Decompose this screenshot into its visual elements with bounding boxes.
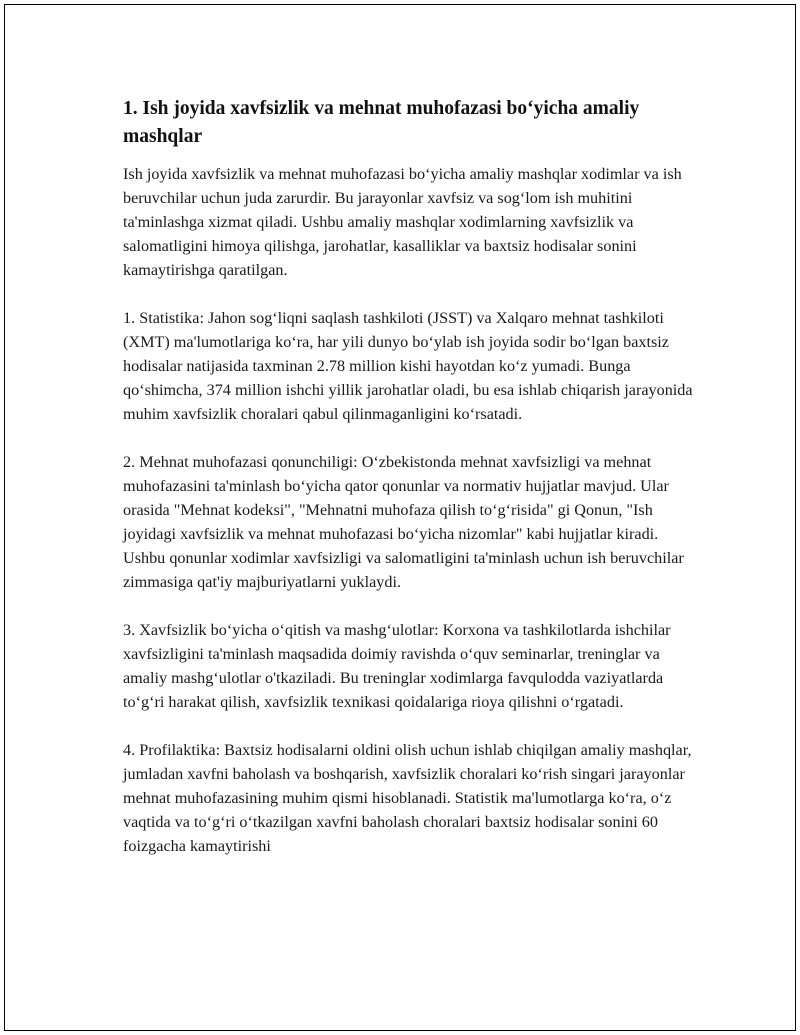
- training-paragraph: 3. Xavfsizlik bo‘yicha o‘qitish va mashg‘ulotlar: Korxona va tashkilotlarda ishchilar xavfsizligini ta'minlash maqsadida doimiy ravishda o‘quv seminarlar, treninglar va amaliy mashg‘ulotlar o'tkaziladi. Bu treninglar xodimlarga favqulodda vaziyatlarda to‘g‘ri harakat qilish, xavfsizlik texnikasi qoidalariga rioya qilishni o‘rgatadi.: [123, 621, 671, 711]
- intro-paragraph: Ish joyida xavfsizlik va mehnat muhofazasi bo‘yicha amaliy mashqlar xodimlar va ish beruvchilar uchun juda zarurdir. Bu jarayonlar xavfsiz va sog‘lom ish muhitini ta'minlashga xizmat qiladi. Ushbu amaliy mashqlar xodimlarning xavfsizlik va salomatligini himoya qilishga, jarohatlar, kasalliklar va baxtsiz hodisalar sonini kamaytirishga qaratilgan.: [123, 165, 682, 279]
- document-page: [4, 4, 796, 1031]
- document-title: 1. Ish joyida xavfsizlik va mehnat muhofazasi bo‘yicha amaliy mashqlar: [123, 98, 640, 147]
- legislation-paragraph: 2. Mehnat muhofazasi qonunchiligi: O‘zbekistonda mehnat xavfsizligi va mehnat muhofazasini ta'minlash bo‘yicha qator qonunlar va normativ hujjatlar mavjud. Ular orasida "Mehnat kodeksi", "Mehnatni muhofaza qilish to‘g‘risida" gi Qonun, "Ish joyidagi xavfsizlik va mehnat muhofazasi bo‘yicha nizomlar" kabi hujjatlar kiradi. Ushbu qonunlar xodimlar xavfsizligi va salomatligini ta'minlash uchun ish beruvchilar zimmasiga qat'iy majburiyatlarni yuklaydi.: [123, 453, 684, 591]
- statistics-paragraph: 1. Statistika: Jahon sog‘liqni saqlash tashkiloti (JSST) va Xalqaro mehnat tashkiloti (XMT) ma'lumotlariga ko‘ra, har yili dunyo bo‘ylab ish joyida sodir bo‘lgan baxtsiz hodisalar natijasida taxminan 2.78 million kishi hayotdan ko‘z yumadi. Bunga qo‘shimcha, 374 million ishchi yillik jarohatlar oladi, bu esa ishlab chiqarish jarayonida muhim xavfsizlik choralari qabul qilinmaganligini ko‘rsatadi.: [123, 309, 693, 423]
- document-body: [123, 95, 693, 882]
- prevention-paragraph: 4. Profilaktika: Baxtsiz hodisalarni oldini olish uchun ishlab chiqilgan amaliy mashqlar, jumladan xavfni baholash va boshqarish, xavfsizlik choralari ko‘rish singari jarayonlar mehnat muhofazasining muhim qismi hisoblanadi. Statistik ma'lumotlarga ko‘ra, o‘z vaqtida va to‘g‘ri o‘tkazilgan xavfni baholash choralari baxtsiz hodisalar sonini 60 foizgacha kamaytirishi: [123, 741, 692, 855]
